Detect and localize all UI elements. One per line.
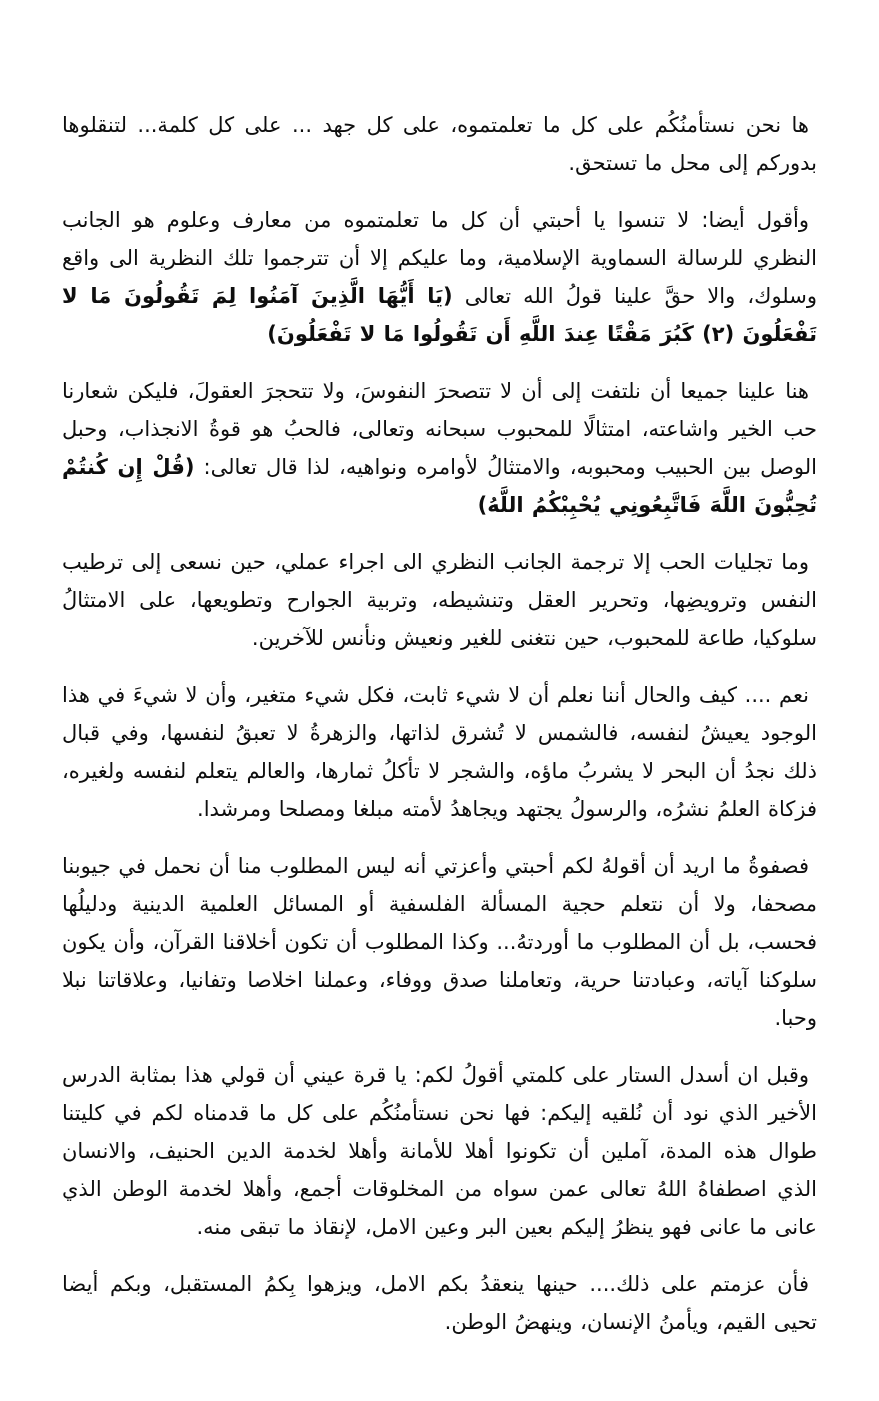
quran-verse-2: (قُلْ إِن كُنتُمْ تُحِبُّونَ اللَّهَ فَاتَّبِعُونِي يُحْبِبْكُمُ اللَّهُ) <box>62 455 817 517</box>
paragraph-1-text: ها نحن نستأمنُكُم على كل ما تعلمتموه، على كل جهد ... على كل كلمة... لتنقلوها بدوركم إلى محل ما تستحق. <box>62 113 817 175</box>
paragraph-5 <box>62 676 817 828</box>
paragraph-8 <box>62 1265 817 1341</box>
paragraph-8-text: فأن عزمتم على ذلك.... حينها ينعقدُ بكم الامل، ويزهوا بِكمُ المستقبل، وبكم أيضا تحيى القيم، ويأمنُ الإنسان، وينهضُ الوطن. <box>62 1272 817 1334</box>
paragraph-5-text: نعم .... كيف والحال أننا نعلم أن لا شيء ثابت، فكل شيء متغير، وأن لا شيءَ في هذا الوجود يعيشُ لنفسه، فالشمس لا تُشرق لذاتها، والزهرةُ لا تعبقُ لنفسها، وفي قبال ذلك نجدُ أن البحر لا يشربُ ماؤه، والشجر لا تأكلُ ثمارها، والعالم يتعلم لنفسه ولغيره، فزكاة العلمُ نشرُه، والرسولُ يجتهد ويجاهدُ لأمته مبلغا ومصلحا ومرشدا. <box>62 683 817 821</box>
quran-verse-1: (يَا أَيُّهَا الَّذِينَ آمَنُوا لِمَ تَقُولُونَ مَا لا تَفْعَلُونَ (٢) كَبُرَ مَقْتًا عِندَ اللَّهِ أَن تَقُولُوا مَا لا تَفْعَلُونَ) <box>62 284 817 346</box>
paragraph-4-text: وما تجليات الحب إلا ترجمة الجانب النظري الى اجراء عملي، حين نسعى إلى ترطيب النفس وترويضِها، وتحرير العقل وتنشيطه، وتربية الجوارح وتطويعها، على الامتثالُ سلوكيا، طاعة للمحبوب، حين نتغنى للغير ونعيش ونأنس للآخرين. <box>62 550 817 650</box>
paragraph-3-text: هنا علينا جميعا أن نلتفت إلى أن لا تتصحرَ النفوسَ، ولا تتحجرَ العقولَ، فليكن شعارنا حب الخير واشاعته، امتثالًا للمحبوب سبحانه وتعالى، فالحبُ هو قوةُ الانجذاب، وحبل الوصل بين الحبيب ومحبوبه، والامتثالُ لأوامره ونواهيه، لذا قال تعالى: <box>62 379 817 479</box>
paragraph-7 <box>62 1056 817 1246</box>
paragraph-7-text: وقبل ان أسدل الستار على كلمتي أقولُ لكم: يا قرة عيني أن قولي هذا بمثابة الدرس الأخير الذي نود أن نُلقيه إليكم: فها نحن نستأمنُكُم على كل ما قدمناه لكم في كليتنا طوال هذه المدة، آملين أن تكونوا أهلا للأمانة وأهلا لخدمة الدين الحنيف، والانسان الذي اصطفاهُ اللهُ تعالى عمن سواه من المخلوقات أجمع، وأهلا لخدمة الوطن الذي عانى ما عانى فهو ينظرُ إليكم بعين البر وعين الامل، لإنقاذ ما تبقى منه. <box>62 1063 817 1239</box>
paragraph-4 <box>62 543 817 657</box>
paragraph-2-text: وأقول أيضا: لا تنسوا يا أحبتي أن كل ما تعلمتموه من معارف وعلوم هو الجانب النظري للرسالة السماوية الإسلامية، وما عليكم إلا أن تترجموا تلك النظرية الى واقع وسلوك، والا حقَّ علينا قولُ الله تعالى <box>62 208 817 308</box>
paragraph-6 <box>62 847 817 1037</box>
paragraph-2 <box>62 201 817 353</box>
paragraph-1 <box>62 106 817 182</box>
paragraph-6-text: فصفوةُ ما اريد أن أقولهُ لكم أحبتي وأعزتي أنه ليس المطلوب منا أن نحمل في جيوبنا مصحفا، ولا أن نتعلم حجية المسألة الفلسفية أو المسائل العلمية الدينية ودليلُها فحسب، بل أن المطلوب ما أوردتهُ... وكذا المطلوب أن تكون أخلاقنا القرآن، وأن يكون سلوكنا آياته، وعبادتنا حرية، وتعاملنا صدق ووفاء، وعملنا اخلاصا وتفانيا، وعلاقاتنا نبلا وحبا. <box>62 854 817 1030</box>
paragraph-3 <box>62 372 817 524</box>
